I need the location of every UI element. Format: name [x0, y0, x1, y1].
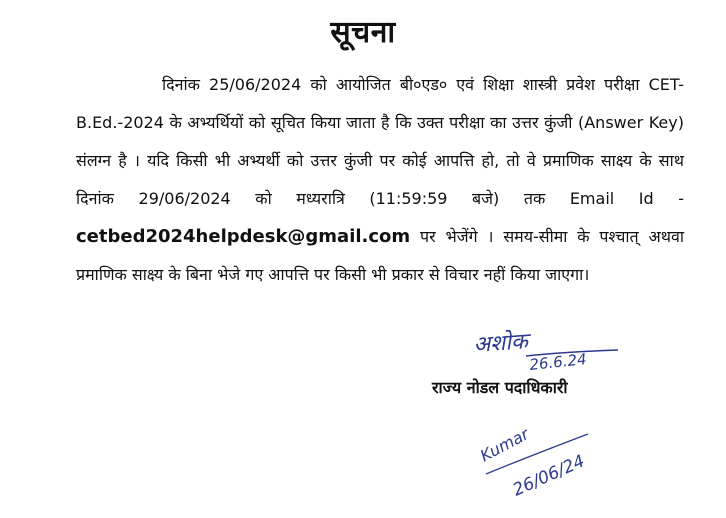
signature-1-handwritten	[468, 326, 638, 378]
signature-2-handwritten	[470, 412, 620, 504]
designation: राज्य नोडल पदाधिकारी	[432, 378, 568, 397]
helpdesk-email: cetbed2024helpdesk@gmail.com	[76, 226, 411, 247]
notice-body-part1: दिनांक 25/06/2024 को आयोजित बी०एड० एवं शिक्षा शास्त्री प्रवेश परीक्षा CET-B.Ed.-2024 के अभ्यर्थियों को सूचित किया जाता है कि उक्त परीक्षा का उत्तर कुंजी (Answer Key) संलग्न है । यदि किसी भी अभ्यर्थी को उत्तर कुंजी पर कोई आपत्ति हो, तो वे प्रमाणिक साक्ष्य के साथ दिनांक 29/06/2024 को मध्यरात्रि (11:59:59 बजे) तक Email Id -	[76, 75, 684, 208]
notice-body	[76, 66, 684, 294]
notice-body-part2: पर भेजेंगे । समय-सीमा के पश्चात् अथवा प्रमाणिक साक्ष्य के बिना भेजे गए आपत्ति पर किसी भी प्रकार से विचार नहीं किया जाएगा।	[76, 227, 684, 284]
signature-2-date: 26/06/24	[509, 451, 588, 501]
signature-1-name: अशोक	[472, 329, 529, 358]
signature-1-date: 26.6.24	[528, 350, 588, 374]
notice-title: सूचना	[330, 15, 396, 50]
signature-2-name: Kumar	[476, 424, 532, 466]
